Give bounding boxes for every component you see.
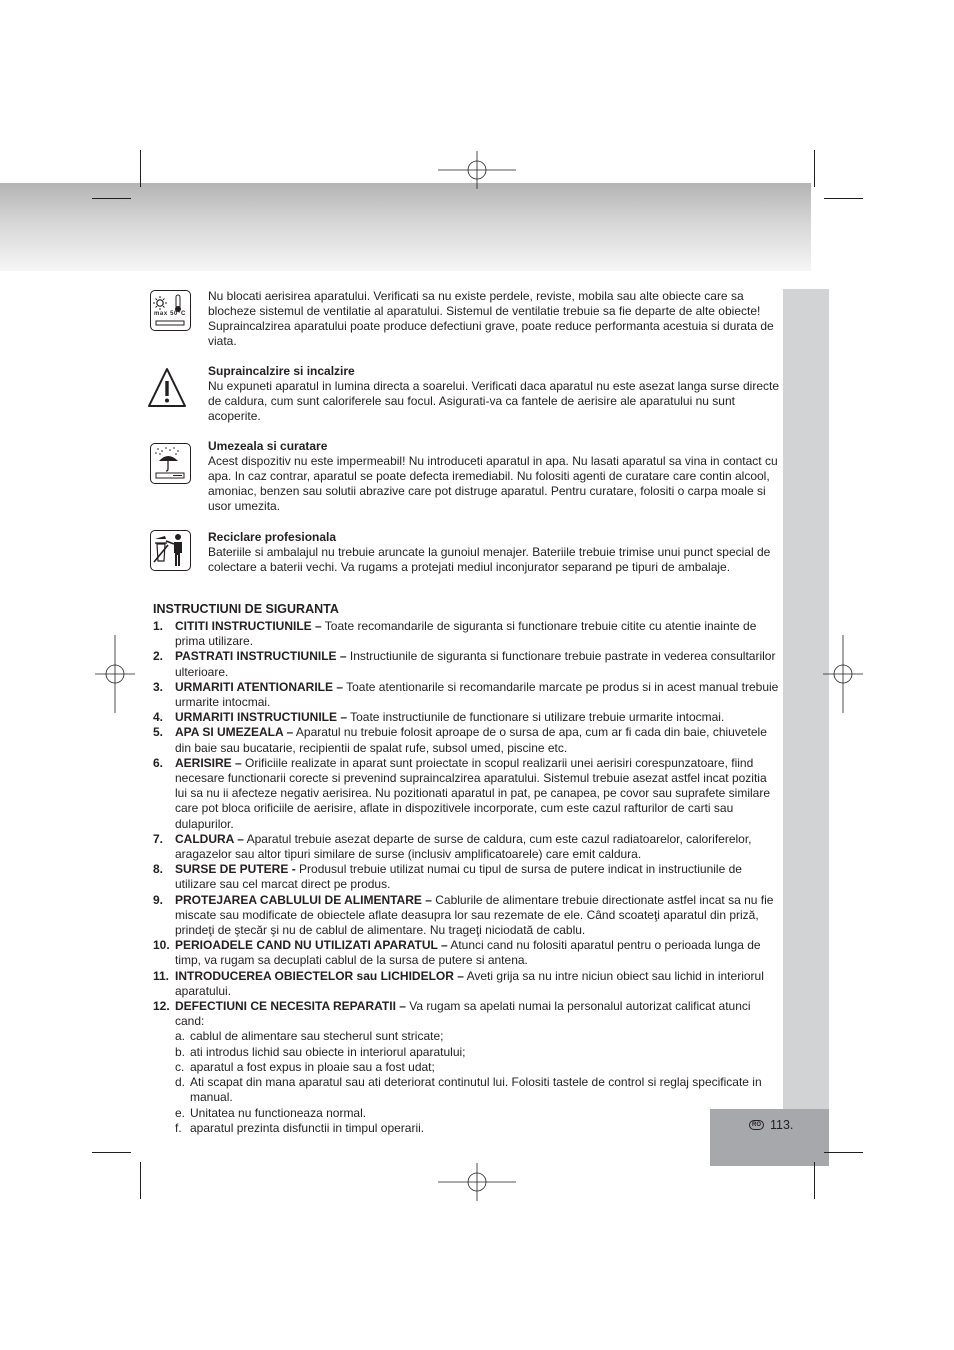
registration-mark-icon [438, 151, 516, 189]
recycling-notice [208, 530, 780, 575]
list-item: 2. PASTRATI INSTRUCTIUNILE – Instructiunile de siguranta si functionare trebuie pastrate in vederea consultarilor ulterioare. [153, 649, 776, 679]
header-gradient-band [0, 183, 811, 271]
recycling-text: Bateriile si ambalajul nu trebuie aruncate la gunoiul menajer. Bateriile trebuie trimise unui punct special de colectare a baterii vechi. Va rugams a protejati mediul inconjurator separand pe tipuri de ambalaje. [208, 545, 771, 575]
crop-mark [824, 1152, 863, 1153]
list-item: f. aparatul prezinta disfunctii in timpul operarii. [175, 1120, 425, 1135]
list-item: c. aparatul a fost expus in ploaie sau a fost udat; [175, 1059, 435, 1074]
language-badge: RO [749, 1120, 764, 1130]
page-number-text: 113. [770, 1118, 794, 1132]
crop-mark [92, 1152, 131, 1153]
recycling-title: Reciclare profesionala [208, 530, 337, 544]
warning-triangle-icon [147, 367, 187, 409]
safety-list [153, 619, 781, 1136]
repair-conditions [153, 1029, 781, 1135]
ventilation-notice [208, 289, 780, 349]
list-item: d. Ati scapat din mana aparatul sau ati deteriorat continutul lui. Folositi tastele de control si reglaj specificate in manual. [175, 1075, 762, 1105]
overheating-text: Nu expuneti aparatul in lumina directa a soarelui. Verificati daca aparatul nu este asezat langa surse directe de caldura, cum sunt caloriferele sau focul. Asigurati-va ca fantele de aerisire ale aparatului nu sunt acoperite. [208, 379, 780, 424]
crop-mark [814, 150, 815, 187]
list-item: 9. PROTEJAREA CABLULUI DE ALIMENTARE – Cablurile de alimentare trebuie directionate astfel incat sa nu fie miscate sau modificate de obiectele aflate deasupra lor sau rezemate de ele. Când scoateţi aparatul din priză, prindeţi de ştecăr şi nu de cablul de alimentare. Nu trageţi niciodată de cablu. [153, 892, 774, 938]
crop-mark [824, 198, 863, 199]
list-item: 4. URMARITI INSTRUCTIUNILE – Toate instructiunile de functionare si utilizare trebuie urmarite intocmai. [153, 710, 725, 725]
list-item: 6. AERISIRE – Orificiile realizate in aparat sunt proiectate in scopul realizarii unei aerisiri corespunzatoare, fiind necesare functionarii corecte si prevenind supraincalzirea aparatului. Sistemul trebuie asezat astfel incat pozitia lui sa nu ii afecteze negativ aerisirea. Nu pozitionati aparatul in pat, pe canapea, pe covor sau suprafete similare care pot bloca orificiile de aerisire, aflate in dispozitivele incorporate, cum este cazul rafturilor de carti sau dulapurilor. [153, 755, 771, 831]
humidity-notice [208, 439, 780, 514]
humidity-title: Umezeala si curatare [208, 439, 328, 453]
registration-mark-icon [823, 635, 863, 713]
safety-heading: INSTRUCTIUNI DE SIGURANTA [153, 602, 339, 616]
overheating-title: Supraincalzire si incalzire [208, 364, 355, 378]
crop-mark [140, 150, 141, 187]
crop-mark [92, 198, 131, 199]
list-item: 5. APA SI UMEZEALA – Aparatul nu trebuie folosit aproape de o sursa de apa, cum ar fi cada din baie, chiuvetele din baie sau bucatarie, recipientii de spalat rufe, subsol umed, piscine etc. [153, 725, 767, 755]
crop-mark [140, 1162, 141, 1199]
registration-mark-icon [438, 1163, 516, 1201]
list-item: b. ati introdus lichid sau obiecte in interiorul aparatului; [175, 1044, 466, 1059]
overheating-notice [208, 364, 780, 424]
max-temperature-label: max 50°C [154, 311, 186, 317]
humidity-text: Acest dispozitiv nu este impermeabil! Nu introduceti aparatul in apa. Nu lasati aparatul sa vina in contact cu apa. In caz contrar, aparatul se poate defecta iremediabil. Nu folositi agenti de curatare care contin alcool, amoniac, benzen sau solutii abrazive care pot distruge aparatul. Pentru curatare, folositi o carpa moale si usor umezita. [208, 454, 778, 514]
list-item: e. Unitatea nu functioneaza normal. [175, 1105, 367, 1120]
list-item: 7. CALDURA – Aparatul trebuie asezat departe de surse de caldura, cum este cazul radiatoarelor, caloriferelor, aragazelor sau altor tipuri similare de surse (inclusiv amplificatoarele) care emit caldura. [153, 831, 752, 862]
recycling-bin-person-icon [150, 530, 191, 571]
crop-mark [814, 1162, 815, 1199]
list-item: 8. SURSE DE PUTERE - Produsul trebuie utilizat numai cu tipul de sursa de putere indicat in instructiunile de utilizare sau cel marcat direct pe produs. [153, 862, 742, 892]
list-item: 12. DEFECTIUNI CE NECESITA REPARATII – Va rugam sa apelati numai la personalul autorizat calificat atunci cand: [153, 999, 751, 1029]
list-item: 3. URMARITI ATENTIONARILE – Toate atentionarile si recomandarile marcate pe produs si in acest manual trebuie urmarite intocmai. [153, 679, 779, 710]
list-item: 1. CITITI INSTRUCTIUNILE – Toate recomandarile de siguranta si functionare trebuie citite cu atentie inainte de prima utilizare. [153, 619, 757, 649]
umbrella-rain-icon [150, 443, 191, 484]
list-item: 11. INTRODUCEREA OBIECTELOR sau LICHIDELOR – Aveti grija sa nu intre niciun obiect sau lichid in interiorul aparatului. [153, 968, 764, 998]
ventilation-text: Nu blocati aerisirea aparatului. Verificati sa nu existe perdele, reviste, mobila sau alte obiecte care sa blocheze sistemul de ventilatie al aparatului. Sistemul de ventilatie trebuie sa fie departe de alte obiecte! Supraincalzirea aparatului poate produce defectiuni grave, poate reduce performanta acestuia si durata de viata. [208, 289, 774, 349]
registration-mark-icon [95, 635, 135, 713]
list-item: 10. PERIOADELE CAND NU UTILIZATI APARATUL – Atunci cand nu folositi aparatul pentru o perioada lunga de timp, va rugam sa decuplati cablul de la sursa de putere si antena. [153, 938, 761, 968]
list-item: a. cablul de alimentare sau stecherul sunt stricate; [175, 1029, 444, 1044]
max-temperature-icon [150, 290, 191, 331]
